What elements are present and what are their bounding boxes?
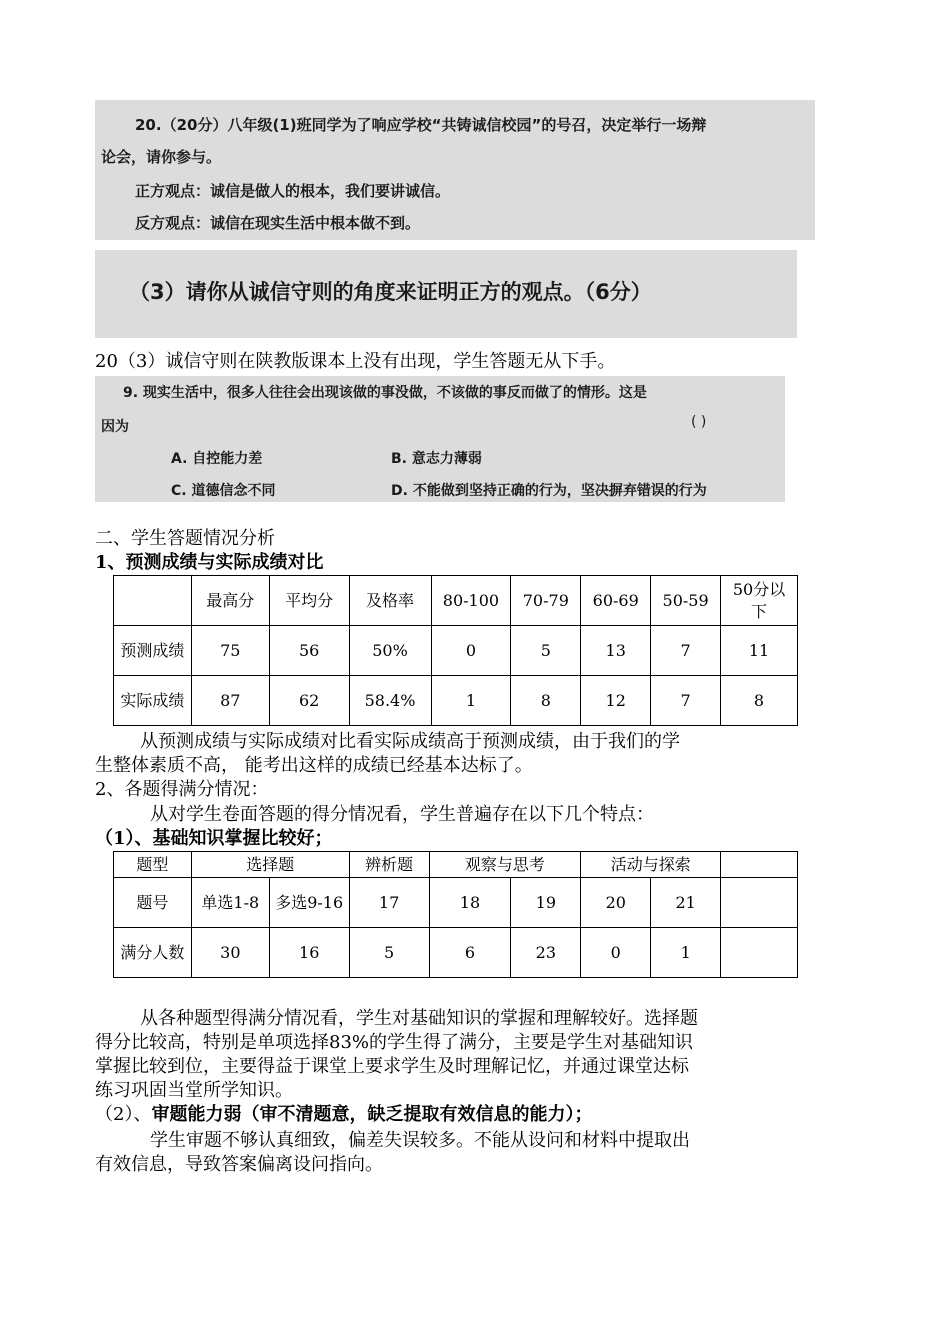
subsection-2-title: 2、各题得满分情况： — [95, 779, 269, 800]
table2-type-row — [114, 852, 798, 878]
q20-sub3-question: （3）请你从诚信守则的角度来证明正方的观点。（6分） — [129, 280, 652, 304]
table1-header-cell: 及格率 — [349, 576, 431, 626]
point-1-title: （1）、基础知识掌握比较好； — [95, 828, 333, 849]
table1-header-cell — [114, 576, 192, 626]
table1-header-row — [114, 576, 798, 626]
table2-cell: 5 — [349, 928, 429, 978]
table1-cell: 62 — [269, 676, 349, 726]
q9-line2: 因为 — [101, 419, 129, 435]
table1-cell: 5 — [511, 626, 581, 676]
table1-row-label: 预测成绩 — [114, 626, 192, 676]
point-2-title: 审题能力弱（审不清题意，缺乏提取有效信息的能力）； — [151, 1104, 593, 1125]
table1-header-cell: 平均分 — [269, 576, 349, 626]
q9-line1: 9. 现实生活中，很多人往往会出现该做的事没做，不该做的事反而做了的情形。这是 — [123, 385, 647, 401]
option-c: C. 道德信念不同 — [171, 483, 276, 499]
table1-cell: 50% — [349, 626, 431, 676]
table2-cell: 20 — [581, 878, 651, 928]
table2-cell: 21 — [651, 878, 721, 928]
paragraph-3-line2: 得分比较高，特别是单项选择83%的学生得了满分，主要是学生对基础知识 — [95, 1032, 694, 1053]
paragraph-3-line1: 从各种题型得满分情况看，学生对基础知识的掌握和理解较好。选择题 — [140, 1008, 698, 1029]
table-row — [114, 878, 798, 928]
table2-num-label: 题号 — [114, 878, 192, 928]
table1-cell: 11 — [721, 626, 798, 676]
con-viewpoint: 反方观点：诚信在现实生活中根本做不到。 — [135, 214, 421, 232]
table1-header-cell: 50分以下 — [721, 576, 798, 626]
point-2-title-row — [95, 1103, 592, 1127]
table-row — [114, 928, 798, 978]
table2-type-cell: 选择题 — [191, 852, 349, 878]
q20-line2: 论会，请你参与。 — [101, 148, 222, 166]
table2-cell: 多选9-16 — [269, 878, 349, 928]
note-20-3: 20（3）诚信守则在陕教版课本上没有出现，学生答题无从下手。 — [95, 351, 616, 372]
table2-cell: 单选1-8 — [191, 878, 269, 928]
table2-cell — [721, 878, 798, 928]
table1-cell: 8 — [511, 676, 581, 726]
table2-type-cell — [721, 852, 798, 878]
exam-scan-q20 — [95, 100, 815, 240]
table2-cell: 6 — [429, 928, 511, 978]
table1-cell: 12 — [581, 676, 651, 726]
table2-cell: 30 — [191, 928, 269, 978]
table2-cell — [721, 928, 798, 978]
table1-cell: 56 — [269, 626, 349, 676]
paragraph-3-line3: 掌握比较到位，主要得益于课堂上要求学生及时理解记忆，并通过课堂达标 — [95, 1056, 689, 1077]
exam-scan-q9 — [95, 376, 785, 502]
paragraph-2: 从对学生卷面答题的得分情况看，学生普遍存在以下几个特点： — [150, 804, 654, 825]
table2-type-cell: 活动与探索 — [581, 852, 721, 878]
table1-header-cell: 50-59 — [651, 576, 721, 626]
point-2-prefix: （2）、 — [95, 1104, 152, 1125]
table2-cell: 1 — [651, 928, 721, 978]
option-a: A. 自控能力差 — [171, 451, 263, 467]
table1-cell: 1 — [431, 676, 511, 726]
table2-type-cell: 观察与思考 — [429, 852, 581, 878]
table1-cell: 13 — [581, 626, 651, 676]
table2-cell: 23 — [511, 928, 581, 978]
exam-scan-q20-3 — [95, 250, 797, 338]
table1-header-cell: 最高分 — [191, 576, 269, 626]
table1-header-cell: 60-69 — [581, 576, 651, 626]
table1-cell: 7 — [651, 626, 721, 676]
paragraph-4-line2: 有效信息，导致答案偏离设问指向。 — [95, 1154, 383, 1175]
table2-type-label: 题型 — [114, 852, 192, 878]
paragraph-1-line1: 从预测成绩与实际成绩对比看实际成绩高于预测成绩，由于我们的学 — [140, 731, 680, 752]
table2-cell: 0 — [581, 928, 651, 978]
table2-full-label: 满分人数 — [114, 928, 192, 978]
table1-cell: 0 — [431, 626, 511, 676]
table1-cell: 75 — [191, 626, 269, 676]
option-b: B. 意志力薄弱 — [391, 451, 482, 467]
table2-cell: 18 — [429, 878, 511, 928]
table1-cell: 58.4% — [349, 676, 431, 726]
table1-header-cell: 80-100 — [431, 576, 511, 626]
table1-cell: 8 — [721, 676, 798, 726]
subsection-1-title: 1、预测成绩与实际成绩对比 — [95, 552, 324, 573]
score-comparison-table — [113, 575, 798, 726]
table1-cell: 7 — [651, 676, 721, 726]
q9-answer-paren: ( ) — [691, 414, 707, 430]
table2-cell: 17 — [349, 878, 429, 928]
full-score-table — [113, 851, 798, 978]
paragraph-3-line4: 练习巩固当堂所学知识。 — [95, 1080, 293, 1101]
table-row — [114, 626, 798, 676]
q20-line1: 20.（20分）八年级(1)班同学为了响应学校“共铸诚信校园”的号召，决定举行一场辩 — [135, 116, 707, 134]
table-row — [114, 676, 798, 726]
section-2-title: 二、学生答题情况分析 — [95, 528, 275, 549]
table1-cell: 87 — [191, 676, 269, 726]
table1-header-cell: 70-79 — [511, 576, 581, 626]
table1-row-label: 实际成绩 — [114, 676, 192, 726]
option-d: D. 不能做到坚持正确的行为，坚决摒弃错误的行为 — [391, 483, 707, 499]
pro-viewpoint: 正方观点：诚信是做人的根本，我们要讲诚信。 — [135, 182, 451, 200]
table2-type-cell: 辨析题 — [349, 852, 429, 878]
table2-cell: 19 — [511, 878, 581, 928]
paragraph-4-line1: 学生审题不够认真细致，偏差失误较多。不能从设问和材料中提取出 — [150, 1130, 690, 1151]
table2-cell: 16 — [269, 928, 349, 978]
paragraph-1-line2: 生整体素质不高， 能考出这样的成绩已经基本达标了。 — [95, 755, 533, 776]
